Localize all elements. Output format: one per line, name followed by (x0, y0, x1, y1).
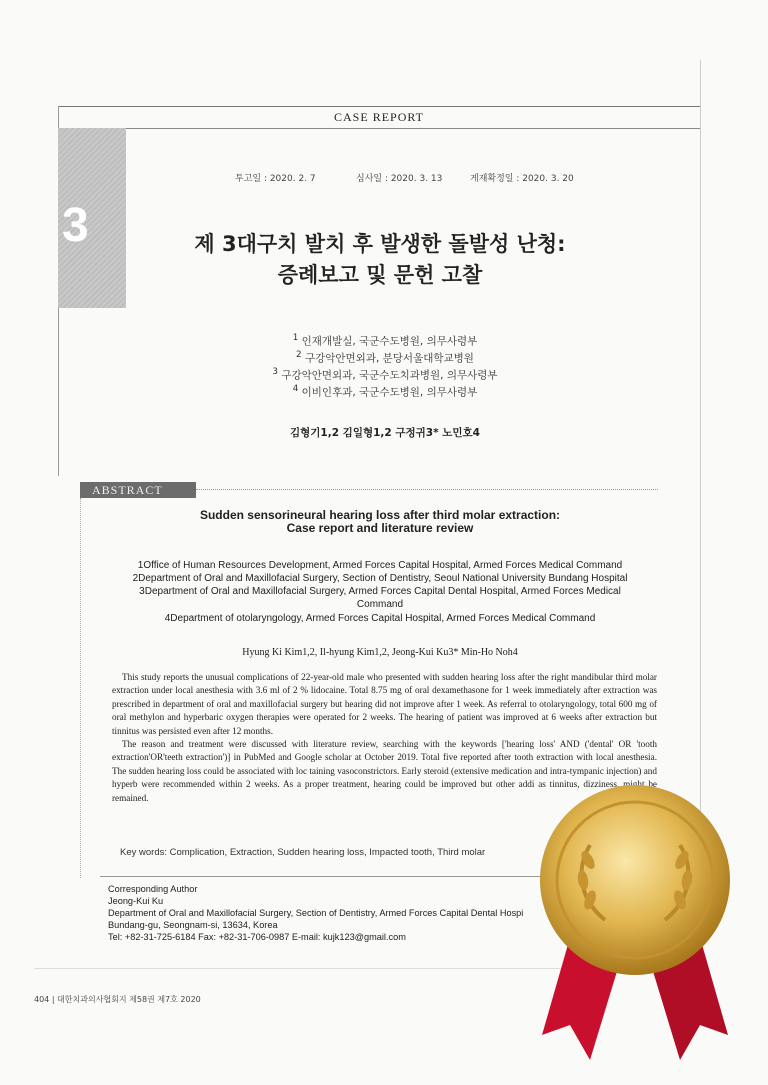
corresponding-address: Bundang-gu, Seongnam-si, 13634, Korea (108, 920, 278, 930)
english-title-line2: Case report and literature review (286, 521, 474, 535)
abstract-divider (196, 489, 658, 490)
corresponding-author-block (108, 883, 578, 943)
medal-disc (540, 785, 730, 975)
korean-affiliation-4: $^4$ 이비인후과, 국군수도병원, 의무사령부 (292, 384, 478, 399)
corresponding-heading: Corresponding Author (108, 884, 198, 894)
case-report-header (58, 106, 700, 129)
abstract-paragraph-2: The reason and treatment were discussed with literature review, searching with the keywords ['hearing loss' AND ('dental' OR 'tooth extraction'OR'teeth extraction')] in PubMed and Google scholar at October 2019. Total five reported after tooth extraction with local anesthesia. The sudden hearing loss could be associated with loc taining vasoconstrictors. Early steroid (extensive medication and intra-tympanic injection) and hyperb were recommended within 2 weeks. As a proper treatment, hearing could be improved but other addi as tinnitus, dizziness, might be remained. (112, 739, 657, 803)
page-footer: 404 | 대한치과의사협회지 제58권 제7호 2020 (34, 995, 201, 1004)
english-affiliation-2: 2Department of Oral and Maxillofacial Surgery, Section of Dentistry, Seoul National University Bundang Hospital (132, 573, 628, 584)
english-affiliation-3-cont: Command (356, 599, 404, 610)
received-date: 투고일 : 2020. 2. 7 (235, 174, 316, 184)
korean-title-line1: 제 3대구치 발치 후 발생한 돌발성 난청: (194, 232, 566, 256)
corresponding-dept: Department of Oral and Maxillofacial Surgery, Section of Dentistry, Armed Forces Capital Dental Hospi (108, 908, 524, 918)
korean-title-line2: 증례보고 및 문헌 고찰 (277, 263, 483, 287)
english-affiliation-4: 4Department of otolaryngology, Armed Forces Capital Hospital, Armed Forces Medical Command (164, 613, 596, 624)
case-report-label: CASE REPORT (334, 110, 424, 124)
abstract-paragraph-1: This study reports the unusual complications of 22-year-old male who presented with sudden hearing loss after the right mandibular third molar extraction under local anesthesia with 3.6 ml of 2 % lidocaine. Total 8.75 mg of oral dexamethasone for 1 week immediately after extraction was prescribed in department of oral and maxillofacial surgery but hearing did not improve after 1 week. As referral to otolaryngology, total 600 mg of oral methylon and hyperbaric oxygen therapies were operated for 2 weeks. The hearing of patient was improved at 6 weeks after extraction but tinnitus was persisted even after 12 months. (112, 672, 657, 736)
abstract-tag: ABSTRACT (80, 482, 196, 498)
gold-medal-icon (520, 770, 750, 1070)
reviewed-date: 심사일 : 2020. 3. 13 (356, 174, 443, 184)
keywords: Key words: Complication, Extraction, Sudden hearing loss, Impacted tooth, Third molar (120, 847, 486, 858)
english-authors: Hyung Ki Kim1,2, Il-hyung Kim1,2, Jeong-Kui Ku3* Min-Ho Noh4 (242, 647, 518, 658)
korean-affiliation-2: $^2$ 구강악안면외과, 분당서울대학교병원 (296, 350, 474, 365)
korean-affiliation-1: $^1$ 인재개발실, 국군수도병원, 의무사령부 (292, 333, 478, 348)
korean-authors: 김형기1,2 김일형1,2 구정귀3* 노민호4 (290, 427, 480, 439)
english-affiliation-1: 1Office of Human Resources Development, Armed Forces Capital Hospital, Armed Forces Medical Command (137, 560, 623, 571)
corresponding-contact: Tel: +82-31-725-6184 Fax: +82-31-706-0987 E-mail: kujk123@gmail.com (108, 932, 406, 942)
chapter-number: 3 (62, 199, 89, 252)
korean-affiliation-3: $^3$ 구강악안면외과, 국군수도치과병원, 의무사령부 (272, 367, 498, 382)
english-title-line1: Sudden sensorineural hearing loss after third molar extraction: (199, 508, 561, 522)
abstract-left-rule (80, 498, 81, 878)
english-affiliation-3: 3Department of Oral and Maxillofacial Surgery, Armed Forces Capital Dental Hospital, Armed Forces Medical (139, 586, 621, 597)
accepted-date: 게재확정일 : 2020. 3. 20 (470, 174, 574, 184)
corresponding-name: Jeong-Kui Ku (108, 896, 164, 906)
